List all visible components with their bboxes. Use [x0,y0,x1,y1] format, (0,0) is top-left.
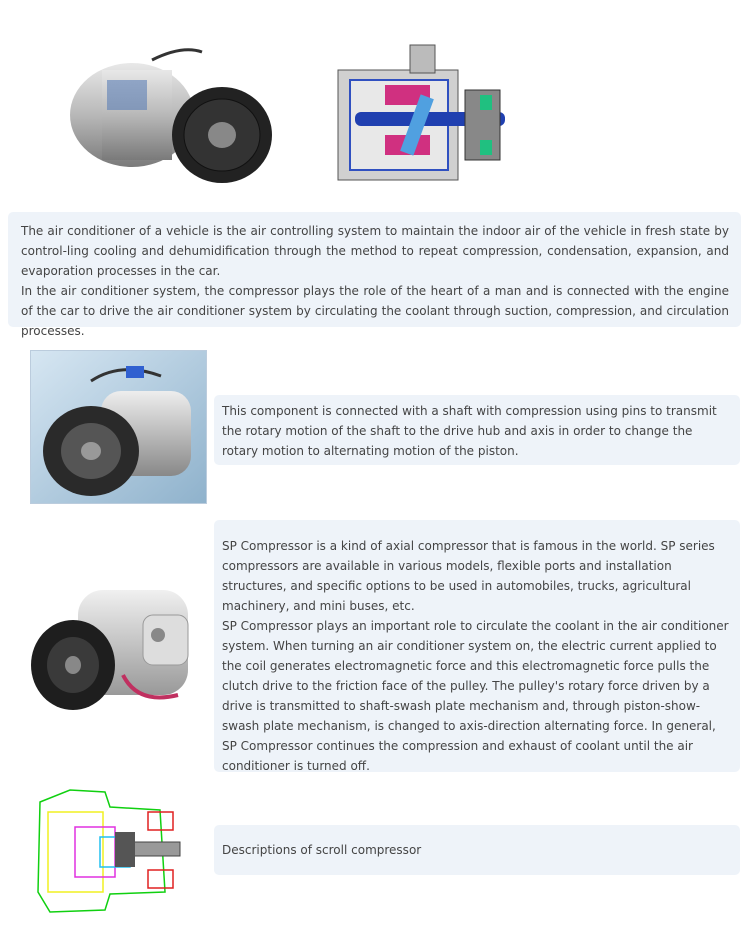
scroll-text-box [214,825,740,875]
sp-compressor-photo [28,575,210,725]
intro-paragraph-1: The air conditioner of a vehicle is the air controlling system to maintain the indoor air of the vehicle in fresh state by control-ling cooling and dehumidification through the method to repeat compression, condensation, expansion, and evaporation processes in the car. [21,224,729,278]
scroll-compressor-diagram [30,782,190,917]
compressor-photo-top [62,40,272,190]
shaft-text-box [214,395,740,465]
shaft-description: This component is connected with a shaft with compression using pins to transmit the rotary motion of the shaft to the drive hub and axis in order to change the rotary motion to alternating motion of the piston. [222,404,717,458]
intro-text-box [8,212,741,338]
sp-paragraph-2: SP Compressor plays an important role to circulate the coolant in the air conditioner system. When turning an air conditioner system on, the electric current applied to the coil generates electromagnetic force and this electromagnetic force pulls the clutch drive to the friction face of the pulley. The pulley's rotary force driven by a drive is transmitted to shaft-swash plate mechanism and, through piston-show-swash plate mechanism, is changed to axis-direction alternating force. In general, SP Compressor continues the compression and exhaust of coolant until the air conditioner is turned off. [222,619,729,773]
sp-text-box [214,520,740,772]
scroll-description: Descriptions of scroll compressor [222,843,422,857]
sp-paragraph-1: SP Compressor is a kind of axial compressor that is famous in the world. SP series compressors are available in various models, flexible ports and installation structures, and specific options to be used in automobiles, trucks, agricultural machinery, and mini buses, etc. [222,539,715,613]
intro-paragraph-2: In the air conditioner system, the compressor plays the role of the heart of a man and is connected with the engine of the car to drive the air conditioner system by circulating the coolant through suction, compression, and circulation processes. [21,284,729,338]
compressor-cross-section [330,40,510,200]
compressor-photo-shaft [30,350,207,504]
